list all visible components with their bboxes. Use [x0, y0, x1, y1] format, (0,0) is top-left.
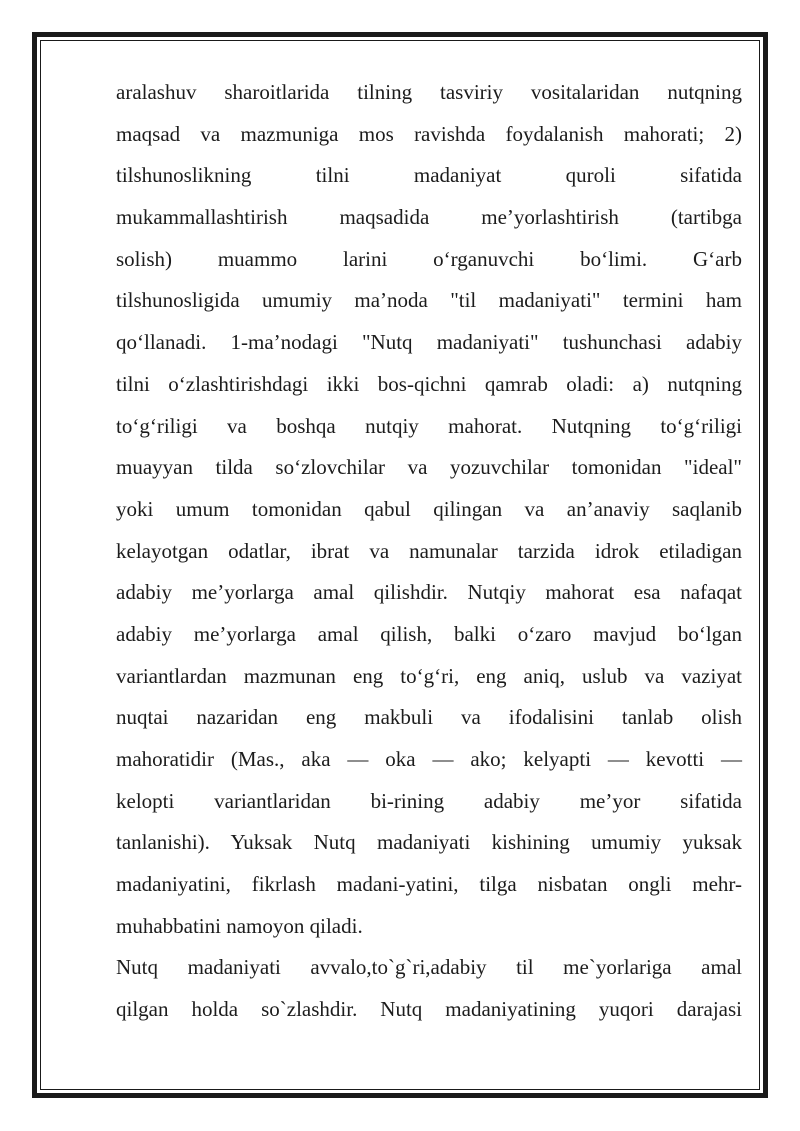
text-line: tanlanishi). Yuksak Nutq madaniyati kishining umumiy yuksak [116, 830, 742, 855]
text-line: variantlardan mazmunan eng to‘g‘ri, eng aniq, uslub va vaziyat [116, 663, 742, 688]
text-line: mukammallashtirish maqsadida me’yorlashtirish (tartibga [116, 205, 742, 230]
text-line: solish) muammo larini o‘rganuvchi bo‘limi. G‘arb [116, 246, 742, 271]
text-line: kelayotgan odatlar, ibrat va namunalar tarzida idrok etiladigan [116, 538, 742, 563]
text-line: adabiy me’yorlarga amal qilishdir. Nutqiy mahorat esa nafaqat [116, 580, 742, 605]
text-line: Nutq madaniyati avvalo,to`g`ri,adabiy til me`yorlariga amal [116, 955, 742, 980]
text-line: qilgan holda so`zlashdir. Nutq madaniyatining yuqori darajasi [116, 997, 742, 1022]
text-line: aralashuv sharoitlarida tilning tasviriy vositalaridan nutqning [116, 80, 742, 104]
text-line: kelopti variantlaridan bi-rining adabiy me’yor sifatida [116, 788, 742, 813]
text-line: nuqtai nazaridan eng makbuli va ifodalisini tanlab olish [116, 705, 742, 730]
text-line: maqsad va mazmuniga mos ravishda foydalanish mahorati; 2) [116, 121, 742, 146]
text-line: to‘g‘riligi va boshqa nutqiy mahorat. Nutqning to‘g‘riligi [116, 413, 742, 438]
text-line: yoki umum tomonidan qabul qilingan va an’anaviy saqlanib [116, 496, 742, 521]
text-line: madaniyatini, fikrlash madani-yatini, tilga nisbatan ongli mehr- [116, 872, 742, 897]
text-line: muayyan tilda so‘zlovchilar va yozuvchilar tomonidan "ideal" [116, 455, 742, 480]
text-line: qo‘llanadi. 1-ma’nodagi "Nutq madaniyati" tushunchasi adabiy [116, 330, 742, 355]
text-line: mahoratidir (Mas., aka — oka — ako; kelyapti — kevotti — [116, 747, 742, 771]
text-line-paragraph-end: muhabbatini namoyon qiladi. [116, 913, 363, 938]
text-line: tilni o‘zlashtirishdagi ikki bos-qichni qamrab oladi: a) nutqning [116, 371, 742, 396]
text-line: adabiy me’yorlarga amal qilish, balki o‘zaro mavjud bo‘lgan [116, 621, 742, 646]
text-line: tilshunoslikning tilni madaniyat quroli sifatida [116, 163, 742, 188]
body-text [116, 72, 742, 1031]
text-line: tilshunosligida umumiy ma’noda "til madaniyati" termini ham [116, 288, 742, 313]
